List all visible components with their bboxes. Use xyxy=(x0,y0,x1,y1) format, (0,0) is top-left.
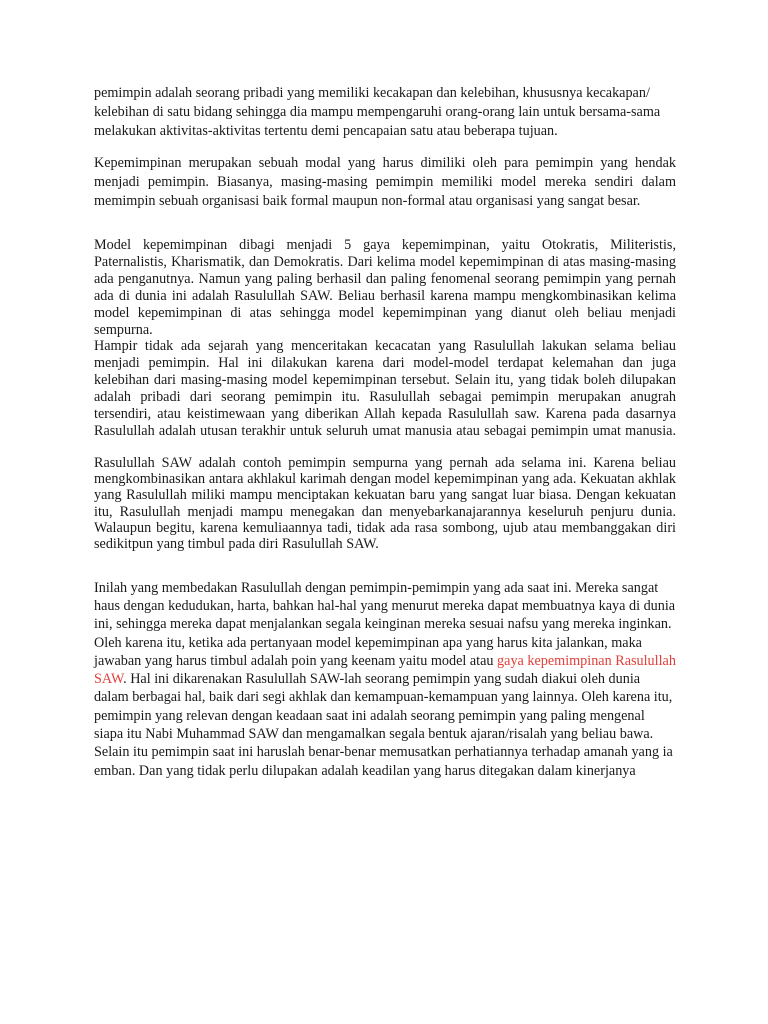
document-body xyxy=(94,84,676,780)
paragraph-rasulullah-example: Rasulullah SAW adalah contoh pemimpin sempurna yang pernah ada selama ini. Karena beliau mengkombinasikan antara akhlakul karimah dengan model kepemimpinan yang ada. Kekuatan akhlak yang Rasulullah miliki mampu menciptakan kekuatan baru yang sangat luar biasa. Dengan kekuatan itu, Rasulullah menjadi mampu menegakan dan menyebarkanajarannya keseluruh penjuru dunia. Walaupun begitu, karena kemuliaannya tadi, tidak ada rasa sombong, ujub atau membanggakan diri sedikitpun yang timbul pada diri Rasulullah SAW. xyxy=(94,454,676,553)
paragraph-leadership-styles: Model kepemimpinan dibagi menjadi 5 gaya kepemimpinan, yaitu Otokratis, Militeristis, Paternalistis, Kharismatik, dan Demokratis. Dari kelima model kepemimpinan di atas masing-masing ada penganutnya. Namun yang paling berhasil dan paling fenomenal seorang pemimpin yang pernah ada di dunia ini adalah Rasulullah SAW. Beliau berhasil karena mampu mengkombinasikan kelima model kepemimpinan di atas sehingga model kepemimpinan yang dianut oleh beliau menjadi sempurna. Hampir tidak ada sejarah yang menceritakan kecacatan yang Rasulullah lakukan selama beliau menjadi pemimpin. Hal ini dilakukan karena dari model-model terdapat kelemahan dan juga kelebihan dari masing-masing model kepemimpinan tersebut. Selain itu, yang tidak boleh dilupakan adalah pribadi dari seorang pemimpin itu. Rasulullah sebagai pemimpin merupakan anugrah tersendiri, atau keistimewaan yang diberikan Allah kepada Rasulullah saw. Karena pada dasarnya Rasulullah adalah utusan terakhir untuk seluruh umat manusia atau sebagai pemimpin umat manusia. xyxy=(94,237,676,439)
gaya-kepemimpinan-link[interactable]: gaya kepemimpinan Rasulullah SAW xyxy=(94,652,676,688)
paragraph-modern-leaders-text-after: . Hal ini dikarenakan Rasulullah SAW-lah seorang pemimpin yang sudah diakui oleh dunia dalam berbagai hal, baik dari segi akhlak dan kemampuan-kemampuan yang lainnya. Oleh karena itu, pemimpin yang relevan dengan keadaan saat ini adalah seorang pemimpin yang paling mengenal siapa itu Nabi Muhammad SAW dan mengamalkan segala bentuk ajaran/risalah yang beliau bawa. Selain itu pemimpin saat ini haruslah benar-benar memusatkan perhatiannya terhadap amanah yang ia emban. Dan yang tidak perlu dilupakan adalah keadilan yang harus ditegakan dalam kinerjanya xyxy=(94,671,673,779)
paragraph-leader-definition: pemimpin adalah seorang pribadi yang memiliki kecakapan dan kelebihan, khususnya kecakapan/ kelebihan di satu bidang sehingga dia mampu mempengaruhi orang-orang lain untuk bersama-sama melakukan aktivitas-aktivitas tertentu demi pencapaian satu atau beberapa tujuan. xyxy=(94,85,661,139)
paragraph-modern-leaders-text-before: Inilah yang membedakan Rasulullah dengan pemimpin-pemimpin yang ada saat ini. Mereka sangat haus dengan kedudukan, harta, bahkan hal-hal yang menurut mereka dapat membuatnya kaya di dunia ini, sehingga mereka dapat menjalankan segala keinginan mereka sesuai nafsu yang mereka inginkan. Oleh karena itu, ketika ada pertanyaan model kepemimpinan apa yang harus kita jalankan, maka jawaban yang harus timbul adalah poin yang keenam yaitu model atau xyxy=(94,579,676,669)
paragraph-leadership-model: Kepemimpinan merupakan sebuah modal yang harus dimiliki oleh para pemimpin yang hendak menjadi pemimpin. Biasanya, masing-masing pemimpin memiliki model mereka sendiri dalam memimpin sebuah organisasi baik formal maupun non-formal atau organisasi yang sangat besar. xyxy=(94,155,676,209)
paragraph-modern-leaders xyxy=(94,579,676,780)
